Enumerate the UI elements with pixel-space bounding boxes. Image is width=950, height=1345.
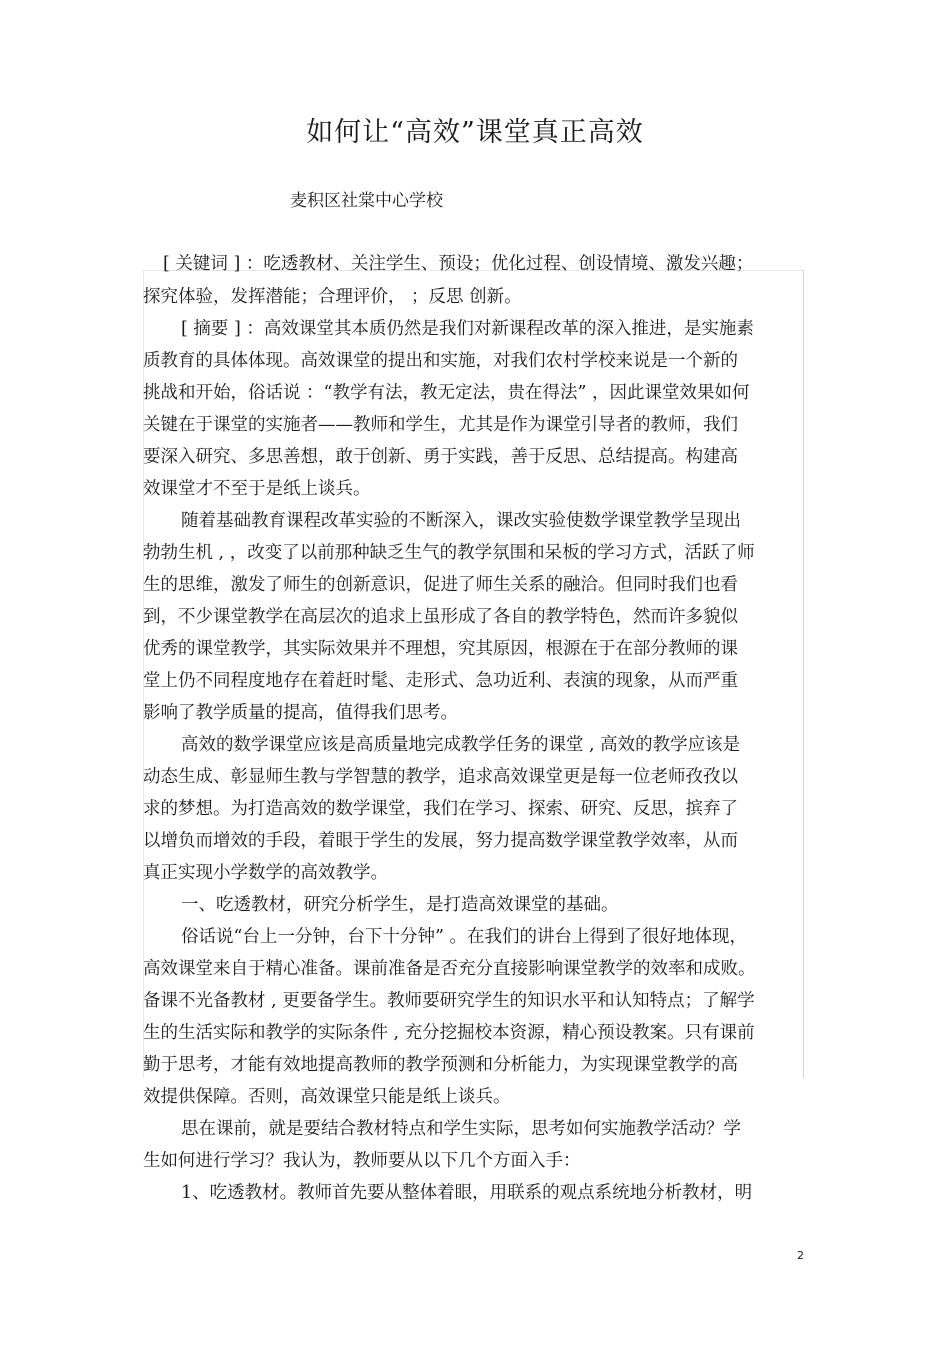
list-item-1-line-1: 1、吃透教材。教师首先要从整体着眼，用联系的观点系统地分析教材，明 [181, 1183, 753, 1203]
paragraph-3-line-1: 俗话说“台上一分钟，台下十分钟” 。在我们的讲台上得到了很好地体现， [181, 927, 747, 947]
document-title: 如何让“高效”课堂真正高效 [306, 117, 644, 148]
paragraph-3-line-5: 勤于思考，才能有效地提高教师的教学预测和分析能力，为实现课堂教学的高 [143, 1055, 738, 1075]
paragraph-1-line-1: 随着基础教育课程改革实验的不断深入，课改实验使数学课堂教学呈现出 [181, 511, 741, 531]
abstract-line-2: 质教育的具体体现。高效课堂的提出和实施，对我们农村学校来说是一个新的 [143, 351, 738, 371]
document-author: 麦积区社棠中心学校 [290, 191, 443, 211]
paragraph-1-line-6: 堂上仍不同程度地存在着赶时髦、走形式、急功近利、表演的现象，从而严重 [143, 671, 738, 691]
paragraph-1-line-3: 生的思维，激发了师生的创新意识，促进了师生关系的融洽。但同时我们也看 [143, 575, 738, 595]
paragraph-3-line-3: 备课不光备教材 , 更要备学生。教师要研究学生的知识水平和认知特点；了解学 [143, 991, 755, 1011]
paragraph-3-line-6: 效提供保障。否则，高效课堂只能是纸上谈兵。 [143, 1087, 511, 1107]
abstract-line-4: 关键在于课堂的实施者——教师和学生，尤其是作为课堂引导者的教师，我们 [143, 415, 738, 435]
keywords-line-2: 探究体验，发挥潜能；合理评价， ；反思 创新。 [143, 287, 522, 307]
paragraph-3-line-4: 生的生活实际和教学的实际条件 , 充分挖掘校本资源，精心预设教案。只有课前 [143, 1023, 755, 1043]
paragraph-4-line-1: 思在课前，就是要结合教材特点和学生实际，思考如何实施教学活动？学 [181, 1119, 741, 1139]
paragraph-2-line-4: 以增负而增效的手段，着眼于学生的发展，努力提高数学课堂教学效率，从而 [143, 831, 738, 851]
page-number: 2 [797, 1249, 804, 1262]
paragraph-4-line-2: 生如何进行学习？我认为，教师要从以下几个方面入手： [143, 1151, 581, 1171]
paragraph-1-line-7: 影响了教学质量的提高，值得我们思考。 [143, 703, 458, 723]
paragraph-2-line-1: 高效的数学课堂应该是高质量地完成教学任务的课堂 , 高效的教学应该是 [181, 735, 741, 755]
abstract-line-1: [ 摘要 ] ：高效课堂其本质仍然是我们对新课程改革的深入推进，是实施素 [181, 319, 754, 339]
paragraph-3-line-2: 高效课堂来自于精心准备。课前准备是否充分直接影响课堂教学的效率和成败。 [143, 959, 756, 979]
paragraph-2-line-2: 动态生成、彰显师生教与学智慧的教学，追求高效课堂更是每一位老师孜孜以 [143, 767, 738, 787]
abstract-line-3: 挑战和开始，俗话说 ：“教学有法，教无定法，贵在得法” ，因此课堂效果如何 [143, 383, 750, 403]
paragraph-1-line-5: 优秀的课堂教学，其实际效果并不理想，究其原因，根源在于在部分教师的课 [143, 639, 738, 659]
section-heading-1: 一、吃透教材，研究分析学生，是打造高效课堂的基础。 [181, 895, 619, 915]
abstract-line-5: 要深入研究、多思善想，敢于创新、勇于实践，善于反思、总结提高。构建高 [143, 447, 738, 467]
paragraph-2-line-3: 求的梦想。为打造高效的数学课堂，我们在学习、探索、研究、反思，摈弃了 [143, 799, 738, 819]
abstract-line-6: 效课堂才不至于是纸上谈兵。 [143, 479, 371, 499]
frame-border-right [803, 270, 804, 1078]
paragraph-1-line-4: 到，不少课堂教学在高层次的追求上虽形成了各自的教学特色，然而许多貌似 [143, 607, 738, 627]
paragraph-2-line-5: 真正实现小学数学的高效教学。 [143, 863, 388, 883]
paragraph-1-line-2: 勃勃生机 , ，改变了以前那种缺乏生气的教学氛围和呆板的学习方式，活跃了师 [143, 543, 755, 563]
keywords-line-1: [ 关键词 ] ：吃透教材、关注学生、预设；优化过程、创设情境、激发兴趣； [163, 254, 754, 274]
